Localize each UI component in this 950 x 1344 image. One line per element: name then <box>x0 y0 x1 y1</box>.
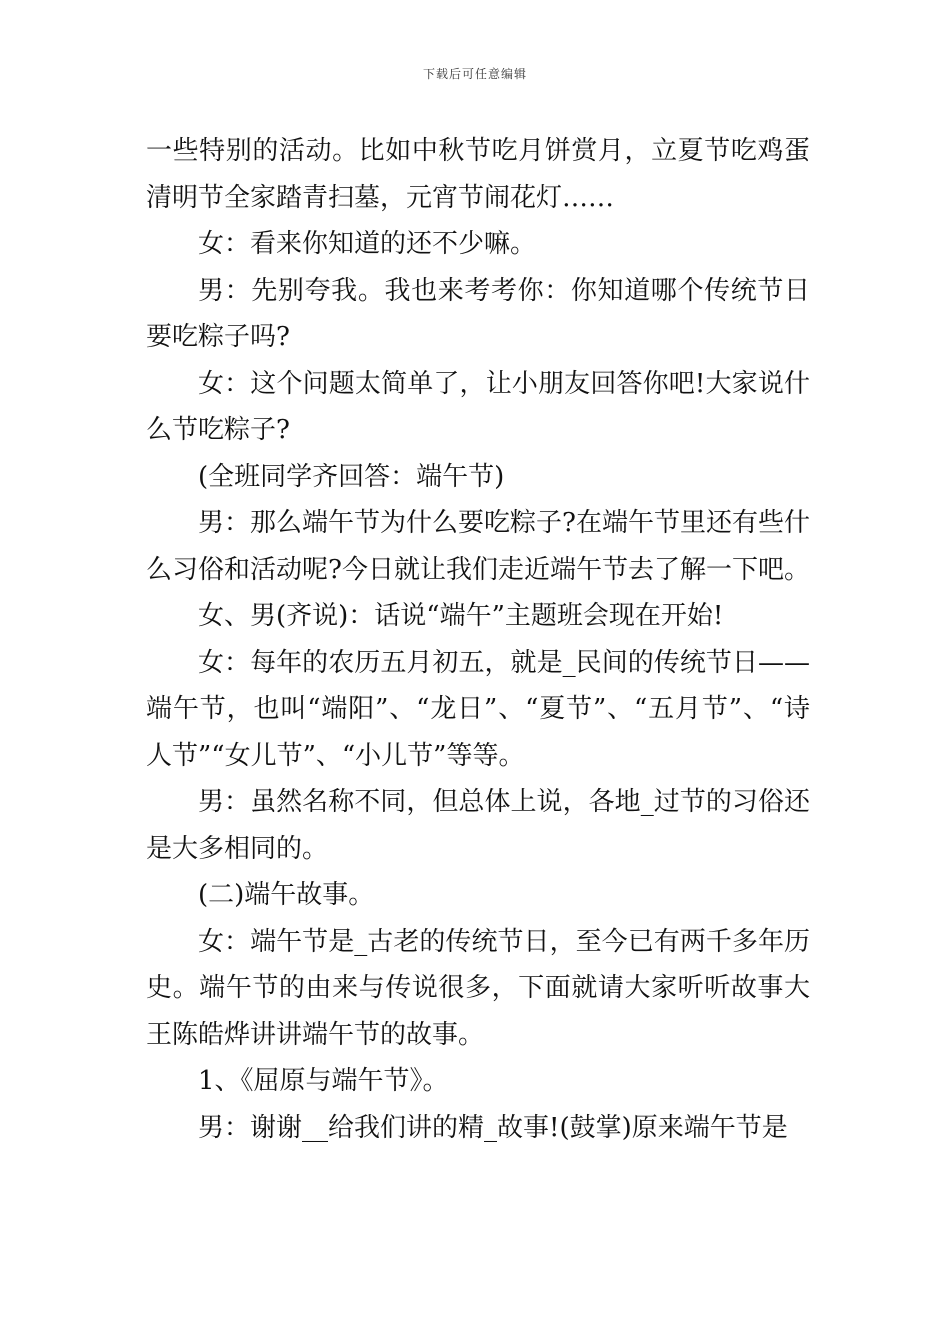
paragraph: 男：先别夸我。我也来考考你：你知道哪个传统节日要吃粽子吗? <box>146 275 810 352</box>
paragraph: (全班同学齐回答：端午节) <box>198 461 505 492</box>
paragraph: 女、男(齐说)：话说“端午”主题班会现在开始! <box>198 601 724 631</box>
paragraph: 女：每年的农历五月初五，就是_民间的传统节日——端午节，也叫“端阳”、“龙日”、“夏节”、“五月节”、“诗人节”“女儿节”、“小儿节”等等。 <box>146 647 810 771</box>
paragraph: 男：谢谢__给我们讲的精_故事!(鼓掌)原来端午节是 <box>198 1112 788 1143</box>
paragraph: 男：那么端午节为什么要吃粽子?在端午节里还有些什么习俗和活动呢?今日就让我们走近端午节去了解一下吧。 <box>146 508 810 585</box>
paragraph: (二)端午故事。 <box>198 880 375 910</box>
paragraph: 女：这个问题太简单了，让小朋友回答你吧!大家说什么节吃粽子? <box>146 368 810 445</box>
paragraph: 女：看来你知道的还不少嘛。 <box>198 229 537 259</box>
paragraph: 男：虽然名称不同，但总体上说，各地_过节的习俗还是大多相同的。 <box>146 787 810 864</box>
document-body <box>146 128 810 1151</box>
paragraph: 一些特别的活动。比如中秋节吃月饼赏月，立夏节吃鸡蛋清明节全家踏青扫墓，元宵节闹花灯…… <box>146 136 810 213</box>
paragraph: 女：端午节是_古老的传统节日，至今已有两千多年历史。端午节的由来与传说很多，下面就请大家听听故事大王陈皓烨讲讲端午节的故事。 <box>146 926 810 1050</box>
paragraph: 1、《屈原与端午节》。 <box>198 1066 449 1096</box>
page-header-note: 下载后可任意编辑 <box>422 67 527 81</box>
